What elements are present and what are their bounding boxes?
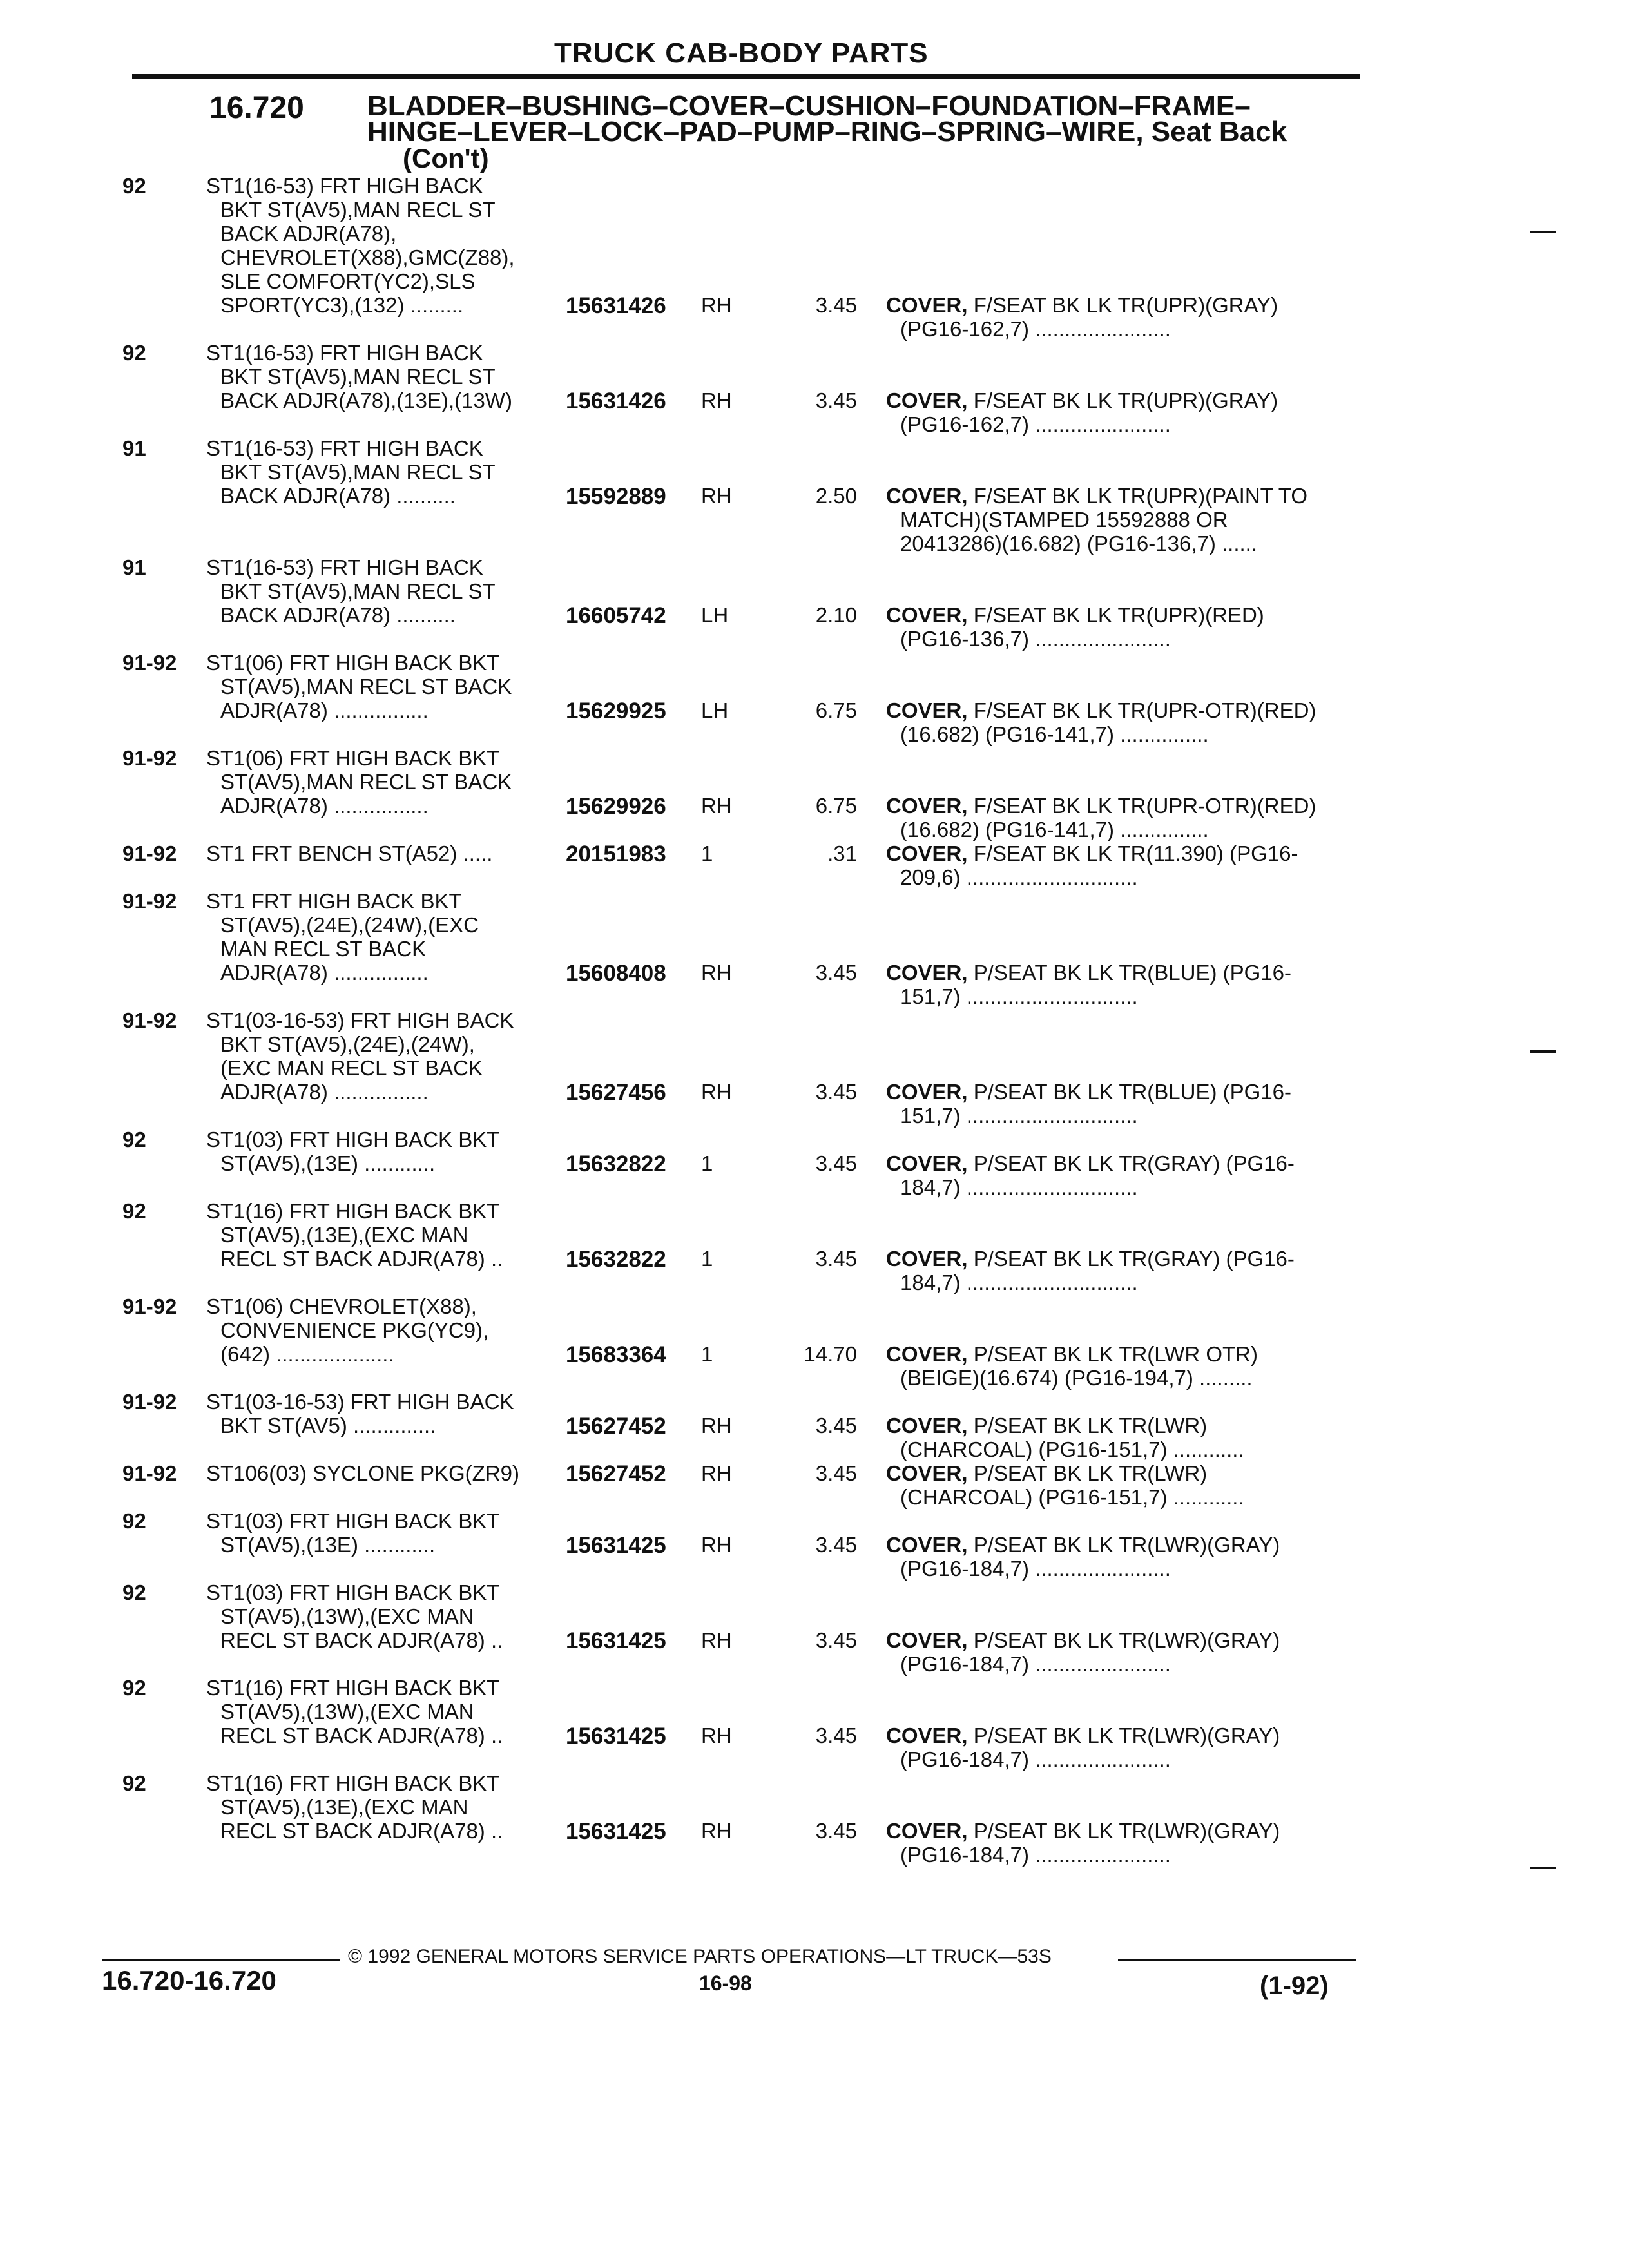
item-description: 184,7) ............................. <box>900 1271 1138 1294</box>
entry-line <box>0 675 1629 698</box>
item-description: (PG16-136,7) ....................... <box>900 627 1171 651</box>
part-number: 15631425 <box>566 1533 666 1558</box>
quantity-side: 1 <box>701 1342 713 1366</box>
section-continued-label: (Con't) <box>403 143 489 173</box>
quantity-side: RH <box>701 1080 732 1104</box>
usage-description: BKT ST(AV5) .............. <box>220 1414 436 1437</box>
usage-description: ST(AV5),(13E) ............ <box>220 1533 436 1557</box>
entry-line <box>0 436 1629 460</box>
parts-entry <box>0 1008 1629 1128</box>
usage-description: BACK ADJR(A78),(13E),(13W) <box>220 389 512 412</box>
model-year: 91-92 <box>122 651 177 675</box>
entry-line <box>0 1676 1629 1700</box>
entry-line <box>0 1008 1629 1032</box>
item-description: (PG16-184,7) ....................... <box>900 1652 1171 1676</box>
part-number: 15592889 <box>566 484 666 509</box>
entry-line <box>0 889 1629 913</box>
item-description: COVER, P/SEAT BK LK TR(LWR OTR) <box>886 1342 1258 1366</box>
entry-line <box>0 1485 1629 1509</box>
entry-line <box>0 985 1629 1008</box>
footer-section-range: 16.720-16.720 <box>102 1965 276 1995</box>
section-number: 16.720 <box>209 91 304 125</box>
usage-description: CONVENIENCE PKG(YC9), <box>220 1318 489 1342</box>
item-description: COVER, P/SEAT BK LK TR(BLUE) (PG16- <box>886 1080 1292 1104</box>
item-description: COVER, P/SEAT BK LK TR(LWR) <box>886 1414 1208 1437</box>
footer-revision-date: (1-92) <box>1260 1972 1329 2000</box>
quantity-side: RH <box>701 1819 732 1843</box>
item-description: 151,7) ............................. <box>900 985 1138 1008</box>
item-description: COVER, P/SEAT BK LK TR(LWR)(GRAY) <box>886 1724 1280 1747</box>
model-year: 91-92 <box>122 1461 177 1485</box>
parts-entry <box>0 1509 1629 1581</box>
usage-description: ST(AV5),MAN RECL ST BACK <box>220 770 512 794</box>
item-description: (PG16-162,7) ....................... <box>900 412 1171 436</box>
model-year: 91 <box>122 436 146 460</box>
footer-rule-left <box>102 1959 340 1961</box>
item-description: COVER, F/SEAT BK LK TR(UPR)(GRAY) <box>886 389 1278 412</box>
parts-entry <box>0 1581 1629 1676</box>
usage-description: ADJR(A78) ................ <box>220 698 429 722</box>
usage-description: ST1(16) FRT HIGH BACK BKT <box>206 1199 500 1223</box>
item-description: COVER, P/SEAT BK LK TR(GRAY) (PG16- <box>886 1247 1295 1271</box>
quantity-side: RH <box>701 484 732 508</box>
entry-line <box>0 269 1629 293</box>
parts-entry <box>0 1128 1629 1199</box>
part-number: 15629926 <box>566 794 666 819</box>
page-header-title: TRUCK CAB-BODY PARTS <box>554 37 929 69</box>
list-price: 3.45 <box>815 1414 857 1437</box>
usage-description: ADJR(A78) ................ <box>220 961 429 985</box>
item-description: (PG16-184,7) ....................... <box>900 1843 1171 1867</box>
item-description: 20413286)(16.682) (PG16-136,7) ...... <box>900 532 1258 555</box>
entry-line <box>0 1724 1629 1747</box>
usage-description: (642) .................... <box>220 1342 394 1366</box>
usage-description: CHEVROLET(X88),GMC(Z88), <box>220 245 515 269</box>
usage-description: ST1(03) FRT HIGH BACK BKT <box>206 1128 500 1151</box>
list-price: 3.45 <box>815 389 857 412</box>
usage-description: ST(AV5),MAN RECL ST BACK <box>220 675 512 698</box>
item-description: 151,7) ............................. <box>900 1104 1138 1128</box>
parts-entry <box>0 341 1629 436</box>
item-description: (PG16-184,7) ....................... <box>900 1747 1171 1771</box>
parts-list <box>0 174 1629 1867</box>
usage-description: ST1(03-16-53) FRT HIGH BACK <box>206 1008 514 1032</box>
usage-description: ADJR(A78) ................ <box>220 1080 429 1104</box>
entry-line <box>0 746 1629 770</box>
item-description: COVER, P/SEAT BK LK TR(LWR)(GRAY) <box>886 1819 1280 1843</box>
entry-line <box>0 1128 1629 1151</box>
entry-line <box>0 1533 1629 1557</box>
item-description: MATCH)(STAMPED 15592888 OR <box>900 508 1228 532</box>
list-price: 3.45 <box>815 1819 857 1843</box>
part-number: 15627452 <box>566 1414 666 1439</box>
entry-line <box>0 1437 1629 1461</box>
parts-entry <box>0 651 1629 746</box>
entry-line <box>0 1294 1629 1318</box>
usage-description: ST1(16-53) FRT HIGH BACK <box>206 174 483 198</box>
usage-description: BKT ST(AV5),MAN RECL ST <box>220 365 496 389</box>
quantity-side: RH <box>701 1628 732 1652</box>
entry-line <box>0 1271 1629 1294</box>
entry-line <box>0 627 1629 651</box>
entry-line <box>0 865 1629 889</box>
entry-line <box>0 532 1629 555</box>
entry-line <box>0 1318 1629 1342</box>
entry-line <box>0 1199 1629 1223</box>
entry-line <box>0 961 1629 985</box>
entry-line <box>0 1223 1629 1247</box>
model-year: 91 <box>122 555 146 579</box>
model-year: 92 <box>122 1509 146 1533</box>
model-year: 91-92 <box>122 841 177 865</box>
parts-entry <box>0 746 1629 841</box>
item-description: (BEIGE)(16.674) (PG16-194,7) ......... <box>900 1366 1253 1390</box>
usage-description: ST(AV5),(13E) ............ <box>220 1151 436 1175</box>
entry-line <box>0 484 1629 508</box>
entry-line <box>0 698 1629 722</box>
quantity-side: RH <box>701 1533 732 1557</box>
parts-entry <box>0 436 1629 555</box>
usage-description: ST106(03) SYCLONE PKG(ZR9) <box>206 1461 519 1485</box>
entry-line <box>0 1247 1629 1271</box>
parts-entry <box>0 1771 1629 1867</box>
list-price: 3.45 <box>815 1533 857 1557</box>
list-price: 2.50 <box>815 484 857 508</box>
list-price: 2.10 <box>815 603 857 627</box>
usage-description: RECL ST BACK ADJR(A78) .. <box>220 1819 503 1843</box>
item-description: COVER, F/SEAT BK LK TR(UPR)(PAINT TO <box>886 484 1308 508</box>
list-price: 6.75 <box>815 698 857 722</box>
usage-description: ST1(06) CHEVROLET(X88), <box>206 1294 477 1318</box>
entry-line <box>0 1461 1629 1485</box>
list-price: 14.70 <box>804 1342 857 1366</box>
footer-page-number: 16-98 <box>699 1972 752 1995</box>
usage-description: ST(AV5),(13E),(EXC MAN <box>220 1223 468 1247</box>
quantity-side: 1 <box>701 841 713 865</box>
model-year: 91-92 <box>122 1008 177 1032</box>
item-description: COVER, F/SEAT BK LK TR(11.390) (PG16- <box>886 841 1298 865</box>
item-description: (CHARCOAL) (PG16-151,7) ............ <box>900 1437 1244 1461</box>
footer-rule-right <box>1118 1959 1356 1961</box>
entry-line <box>0 1175 1629 1199</box>
entry-line <box>0 1390 1629 1414</box>
entry-line <box>0 1080 1629 1104</box>
list-price: 3.45 <box>815 1461 857 1485</box>
part-number: 15631425 <box>566 1628 666 1653</box>
part-number: 15629925 <box>566 698 666 724</box>
item-description: (PG16-184,7) ....................... <box>900 1557 1171 1581</box>
usage-description: BACK ADJR(A78) .......... <box>220 603 456 627</box>
quantity-side: RH <box>701 1414 732 1437</box>
entry-line <box>0 412 1629 436</box>
part-number: 15631426 <box>566 293 666 318</box>
usage-description: BKT ST(AV5),(24E),(24W), <box>220 1032 475 1056</box>
entry-line <box>0 460 1629 484</box>
item-description: (16.682) (PG16-141,7) ............... <box>900 818 1209 841</box>
list-price: 3.45 <box>815 1628 857 1652</box>
entry-line <box>0 1819 1629 1843</box>
entry-line <box>0 222 1629 245</box>
part-number: 15631426 <box>566 389 666 414</box>
model-year: 91-92 <box>122 1390 177 1414</box>
item-description: (CHARCOAL) (PG16-151,7) ............ <box>900 1485 1244 1509</box>
item-description: COVER, F/SEAT BK LK TR(UPR-OTR)(RED) <box>886 794 1316 818</box>
usage-description: ST1(16) FRT HIGH BACK BKT <box>206 1771 500 1795</box>
usage-description: (EXC MAN RECL ST BACK <box>220 1056 483 1080</box>
usage-description: ST(AV5),(24E),(24W),(EXC <box>220 913 479 937</box>
entry-line <box>0 579 1629 603</box>
usage-description: ST1(03) FRT HIGH BACK BKT <box>206 1509 500 1533</box>
usage-description: ST1 FRT HIGH BACK BKT <box>206 889 462 913</box>
entry-line <box>0 198 1629 222</box>
usage-description: SPORT(YC3),(132) ......... <box>220 293 464 317</box>
entry-line <box>0 937 1629 961</box>
entry-line <box>0 1652 1629 1676</box>
quantity-side: RH <box>701 1724 732 1747</box>
item-description: COVER, P/SEAT BK LK TR(BLUE) (PG16- <box>886 961 1292 985</box>
model-year: 92 <box>122 1581 146 1604</box>
footer-copyright: © 1992 GENERAL MOTORS SERVICE PARTS OPERATIONS—LT TRUCK—53S <box>348 1946 1052 1967</box>
parts-entry <box>0 174 1629 341</box>
entry-line <box>0 1771 1629 1795</box>
item-description: COVER, F/SEAT BK LK TR(UPR)(RED) <box>886 603 1264 627</box>
entry-line <box>0 603 1629 627</box>
part-number: 15632822 <box>566 1151 666 1177</box>
entry-line <box>0 651 1629 675</box>
part-number: 20151983 <box>566 841 666 867</box>
entry-line <box>0 1581 1629 1604</box>
usage-description: ST1(06) FRT HIGH BACK BKT <box>206 746 500 770</box>
entry-line <box>0 1604 1629 1628</box>
model-year: 91-92 <box>122 746 177 770</box>
item-description: COVER, P/SEAT BK LK TR(LWR) <box>886 1461 1208 1485</box>
part-number: 15631425 <box>566 1819 666 1844</box>
parts-entry <box>0 1676 1629 1771</box>
entry-line <box>0 174 1629 198</box>
part-number: 15632822 <box>566 1247 666 1272</box>
usage-description: ST1 FRT BENCH ST(A52) ..... <box>206 841 493 865</box>
entry-line <box>0 1747 1629 1771</box>
list-price: 3.45 <box>815 961 857 985</box>
quantity-side: 1 <box>701 1151 713 1175</box>
entry-line <box>0 1557 1629 1581</box>
margin-tick-mark <box>1530 1050 1556 1053</box>
header-divider <box>132 74 1360 79</box>
parts-entry <box>0 841 1629 889</box>
entry-line <box>0 508 1629 532</box>
item-description: COVER, F/SEAT BK LK TR(UPR)(GRAY) <box>886 293 1278 317</box>
model-year: 91-92 <box>122 889 177 913</box>
parts-entry <box>0 1461 1629 1509</box>
entry-line <box>0 913 1629 937</box>
usage-description: ST1(16-53) FRT HIGH BACK <box>206 555 483 579</box>
model-year: 92 <box>122 341 146 365</box>
item-description: COVER, P/SEAT BK LK TR(GRAY) (PG16- <box>886 1151 1295 1175</box>
entry-line <box>0 1056 1629 1080</box>
entry-line <box>0 293 1629 317</box>
entry-line <box>0 245 1629 269</box>
usage-description: MAN RECL ST BACK <box>220 937 427 961</box>
usage-description: SLE COMFORT(YC2),SLS <box>220 269 476 293</box>
entry-line <box>0 1151 1629 1175</box>
part-number: 15627452 <box>566 1461 666 1486</box>
model-year: 92 <box>122 174 146 198</box>
parts-entry <box>0 1199 1629 1294</box>
model-year: 91-92 <box>122 1294 177 1318</box>
entry-line <box>0 1843 1629 1867</box>
usage-description: BKT ST(AV5),MAN RECL ST <box>220 460 496 484</box>
entry-line <box>0 389 1629 412</box>
part-number: 15627456 <box>566 1080 666 1105</box>
entry-line <box>0 1342 1629 1366</box>
part-number: 16605742 <box>566 603 666 628</box>
usage-description: RECL ST BACK ADJR(A78) .. <box>220 1724 503 1747</box>
entry-line <box>0 722 1629 746</box>
item-description: (16.682) (PG16-141,7) ............... <box>900 722 1209 746</box>
usage-description: BKT ST(AV5),MAN RECL ST <box>220 198 496 222</box>
item-description: COVER, P/SEAT BK LK TR(LWR)(GRAY) <box>886 1533 1280 1557</box>
entry-line <box>0 1795 1629 1819</box>
usage-description: RECL ST BACK ADJR(A78) .. <box>220 1628 503 1652</box>
usage-description: ST1(03) FRT HIGH BACK BKT <box>206 1581 500 1604</box>
part-number: 15631425 <box>566 1724 666 1749</box>
entry-line <box>0 555 1629 579</box>
list-price: .31 <box>827 841 857 865</box>
entry-line <box>0 770 1629 794</box>
parts-entry <box>0 889 1629 1008</box>
quantity-side: LH <box>701 603 729 627</box>
usage-description: ST(AV5),(13E),(EXC MAN <box>220 1795 468 1819</box>
entry-line <box>0 1628 1629 1652</box>
quantity-side: RH <box>701 389 732 412</box>
usage-description: ST1(06) FRT HIGH BACK BKT <box>206 651 500 675</box>
quantity-side: 1 <box>701 1247 713 1271</box>
usage-description: BACK ADJR(A78), <box>220 222 397 245</box>
usage-description: RECL ST BACK ADJR(A78) .. <box>220 1247 503 1271</box>
item-description: COVER, P/SEAT BK LK TR(LWR)(GRAY) <box>886 1628 1280 1652</box>
usage-description: ST1(16-53) FRT HIGH BACK <box>206 341 483 365</box>
entry-line <box>0 841 1629 865</box>
quantity-side: RH <box>701 293 732 317</box>
item-description: (PG16-162,7) ....................... <box>900 317 1171 341</box>
model-year: 92 <box>122 1199 146 1223</box>
usage-description: ADJR(A78) ................ <box>220 794 429 818</box>
model-year: 92 <box>122 1676 146 1700</box>
item-description: COVER, F/SEAT BK LK TR(UPR-OTR)(RED) <box>886 698 1316 722</box>
usage-description: ST(AV5),(13W),(EXC MAN <box>220 1700 474 1724</box>
list-price: 6.75 <box>815 794 857 818</box>
margin-tick-mark <box>1530 1867 1556 1869</box>
part-number: 15683364 <box>566 1342 666 1367</box>
usage-description: BACK ADJR(A78) .......... <box>220 484 456 508</box>
entry-line <box>0 1032 1629 1056</box>
quantity-side: RH <box>701 1461 732 1485</box>
model-year: 92 <box>122 1771 146 1795</box>
entry-line <box>0 1104 1629 1128</box>
list-price: 3.45 <box>815 1247 857 1271</box>
section-title: BLADDER–BUSHING–COVER–CUSHION–FOUNDATION–FRAME– HINGE–LEVER–LOCK–PAD–PUMP–RING–SPRING–WIRE, Seat Back <box>367 90 1287 148</box>
quantity-side: LH <box>701 698 729 722</box>
quantity-side: RH <box>701 961 732 985</box>
entry-line <box>0 794 1629 818</box>
entry-line <box>0 317 1629 341</box>
list-price: 3.45 <box>815 1151 857 1175</box>
entry-line <box>0 1414 1629 1437</box>
item-description: 184,7) ............................. <box>900 1175 1138 1199</box>
margin-tick-mark <box>1530 231 1556 233</box>
usage-description: ST1(16-53) FRT HIGH BACK <box>206 436 483 460</box>
usage-description: ST1(03-16-53) FRT HIGH BACK <box>206 1390 514 1414</box>
parts-entry <box>0 1294 1629 1390</box>
entry-line <box>0 341 1629 365</box>
list-price: 3.45 <box>815 293 857 317</box>
entry-line <box>0 1366 1629 1390</box>
item-description: 209,6) ............................. <box>900 865 1138 889</box>
model-year: 92 <box>122 1128 146 1151</box>
part-number: 15608408 <box>566 961 666 986</box>
entry-line <box>0 1509 1629 1533</box>
usage-description: BKT ST(AV5),MAN RECL ST <box>220 579 496 603</box>
list-price: 3.45 <box>815 1724 857 1747</box>
usage-description: ST1(16) FRT HIGH BACK BKT <box>206 1676 500 1700</box>
parts-entry <box>0 555 1629 651</box>
usage-description: ST(AV5),(13W),(EXC MAN <box>220 1604 474 1628</box>
list-price: 3.45 <box>815 1080 857 1104</box>
quantity-side: RH <box>701 794 732 818</box>
entry-line <box>0 365 1629 389</box>
entry-line <box>0 1700 1629 1724</box>
parts-entry <box>0 1390 1629 1461</box>
entry-line <box>0 818 1629 841</box>
